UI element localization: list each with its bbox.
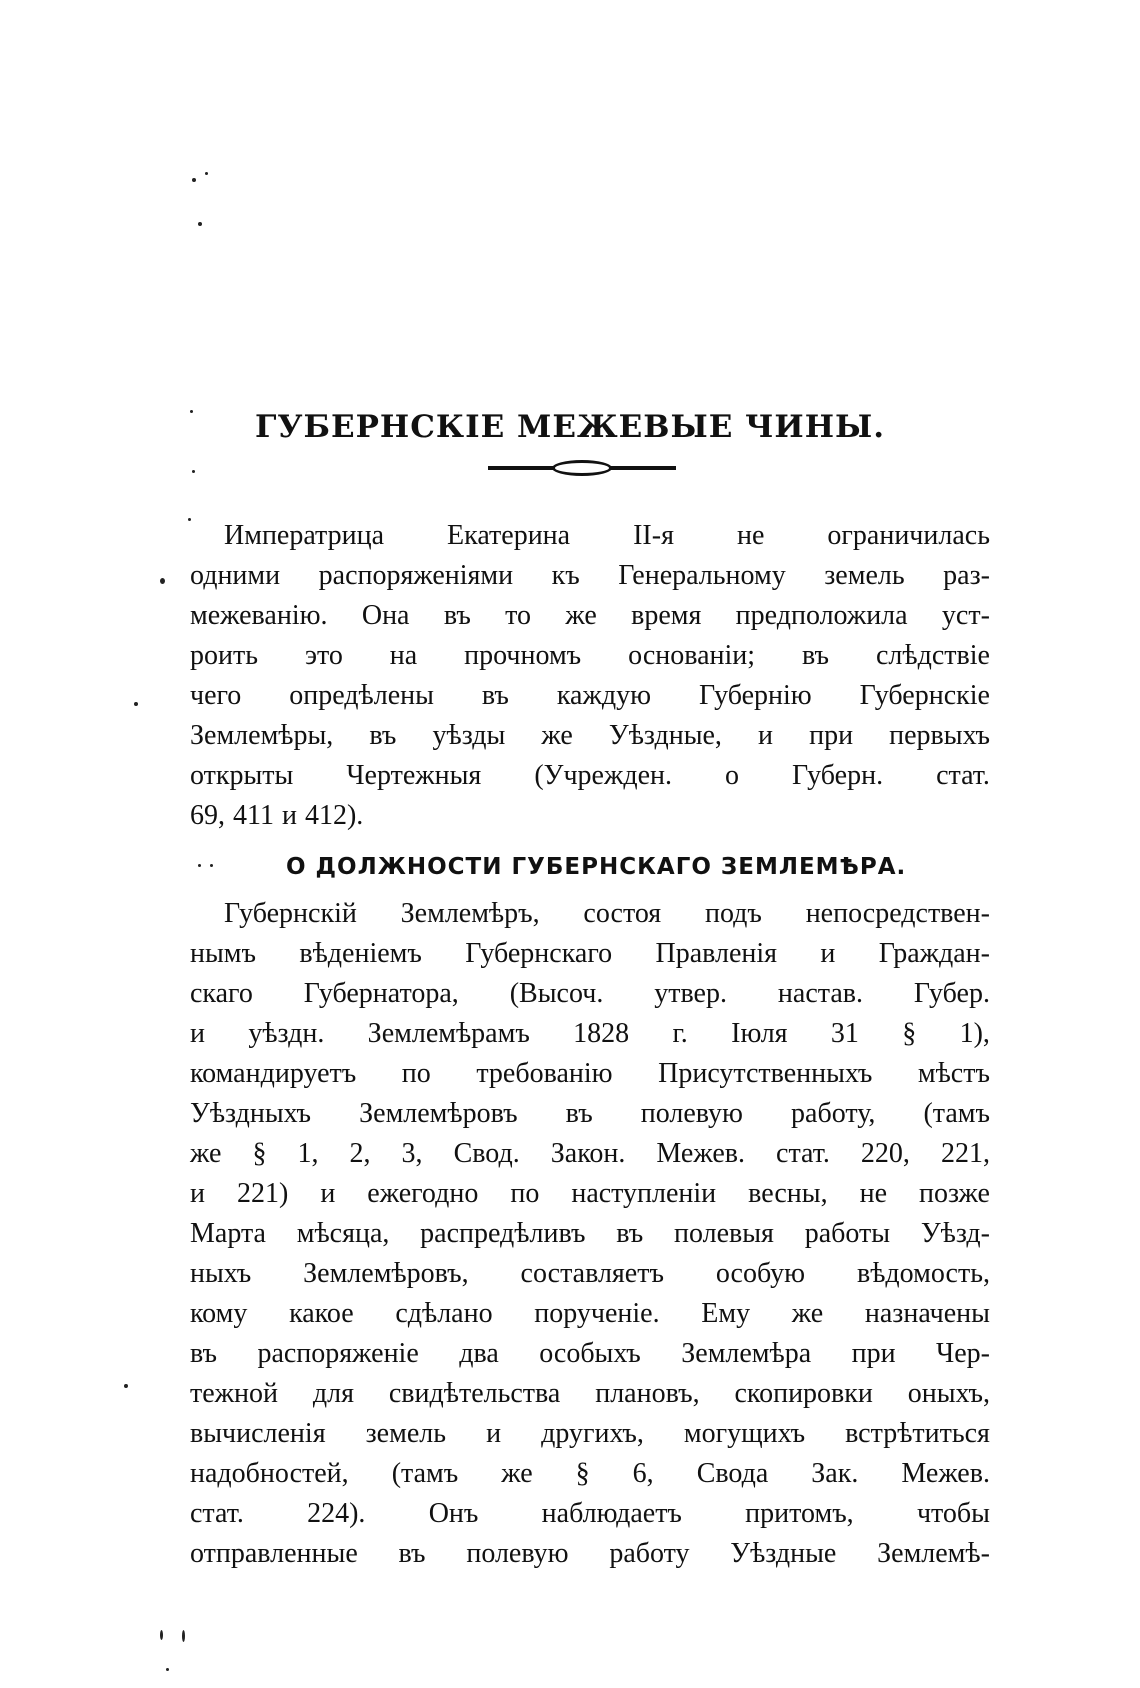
scan-speck bbox=[192, 470, 195, 473]
text-line: одними распоряженіями къ Генеральному земель раз- bbox=[190, 559, 990, 591]
scan-speck bbox=[205, 172, 208, 175]
scan-speck bbox=[134, 702, 138, 706]
text-line: стат. 224). Онъ наблюдаетъ притомъ, чтобы bbox=[190, 1497, 990, 1529]
text-line: въ распоряженіе два особыхъ Землемѣра при Чер- bbox=[190, 1337, 990, 1369]
scan-speck bbox=[198, 222, 202, 226]
text-line: и уѣздн. Землемѣрамъ 1828 г. Іюля 31 § 1), bbox=[190, 1017, 990, 1049]
scan-speck bbox=[124, 1384, 128, 1388]
text-line: кому какое сдѣлано порученіе. Ему же назначены bbox=[190, 1297, 990, 1329]
text-line: скаго Губернатора, (Высоч. утвер. настав. Губер. bbox=[190, 977, 990, 1009]
ornamental-divider bbox=[488, 466, 676, 470]
text-line: открыты Чертежныя (Учрежден. о Губерн. стат. bbox=[190, 759, 990, 791]
text-line: 69, 411 и 412). bbox=[190, 799, 364, 831]
scan-speck bbox=[182, 1630, 185, 1642]
scan-speck bbox=[192, 178, 196, 182]
scan-speck bbox=[166, 1668, 169, 1671]
text-line: вычисленія земель и другихъ, могущихъ встрѣтиться bbox=[190, 1417, 990, 1449]
scan-speck bbox=[210, 864, 213, 867]
text-line: же § 1, 2, 3, Свод. Закон. Межев. стат. 220, 221, bbox=[190, 1137, 990, 1169]
text-line: Землемѣры, въ уѣзды же Уѣздные, и при первыхъ bbox=[190, 719, 990, 751]
text-line: и 221) и ежегодно по наступленіи весны, не позже bbox=[190, 1177, 990, 1209]
text-line: нымъ вѣденіемъ Губернскаго Правленія и Граждан- bbox=[190, 937, 990, 969]
paragraph-duties bbox=[190, 893, 990, 1573]
text-line: Марта мѣсяца, распредѣливъ въ полевыя работы Уѣзд- bbox=[190, 1217, 990, 1249]
text-line: надобностей, (тамъ же § 6, Свода Зак. Межев. bbox=[190, 1457, 990, 1489]
section-heading: О ДОЛЖНОСТИ ГУБЕРНСКАГО ЗЕМЛЕМѢРА. bbox=[286, 854, 907, 880]
scan-speck bbox=[160, 578, 165, 584]
text-line: Императрица Екатерина II-я не ограничилась bbox=[224, 519, 990, 551]
scan-speck bbox=[160, 1630, 163, 1640]
text-line: роить это на прочномъ основаніи; въ слѣдствіе bbox=[190, 639, 990, 671]
text-line: ныхъ Землемѣровъ, составляетъ особую вѣдомость, bbox=[190, 1257, 990, 1289]
text-line: отправленные въ полевую работу Уѣздные Землемѣ- bbox=[190, 1537, 990, 1569]
scan-speck bbox=[198, 864, 201, 867]
paragraph-intro bbox=[190, 515, 990, 835]
text-line: Губернскій Землемѣръ, состоя подъ непосредствен- bbox=[224, 897, 990, 929]
page-heading: ГУБЕРНСКІЕ МЕЖЕВЫЕ ЧИНЫ. bbox=[254, 408, 886, 445]
text-line: Уѣздныхъ Землемѣровъ въ полевую работу, (тамъ bbox=[190, 1097, 990, 1129]
text-line: межеванію. Она въ то же время предположила уст- bbox=[190, 599, 990, 631]
text-line: тежной для свидѣтельства плановъ, скопировки оныхъ, bbox=[190, 1377, 990, 1409]
text-line: командируетъ по требованію Присутственныхъ мѣстъ bbox=[190, 1057, 990, 1089]
text-line: чего опредѣлены въ каждую Губернію Губернскіе bbox=[190, 679, 990, 711]
